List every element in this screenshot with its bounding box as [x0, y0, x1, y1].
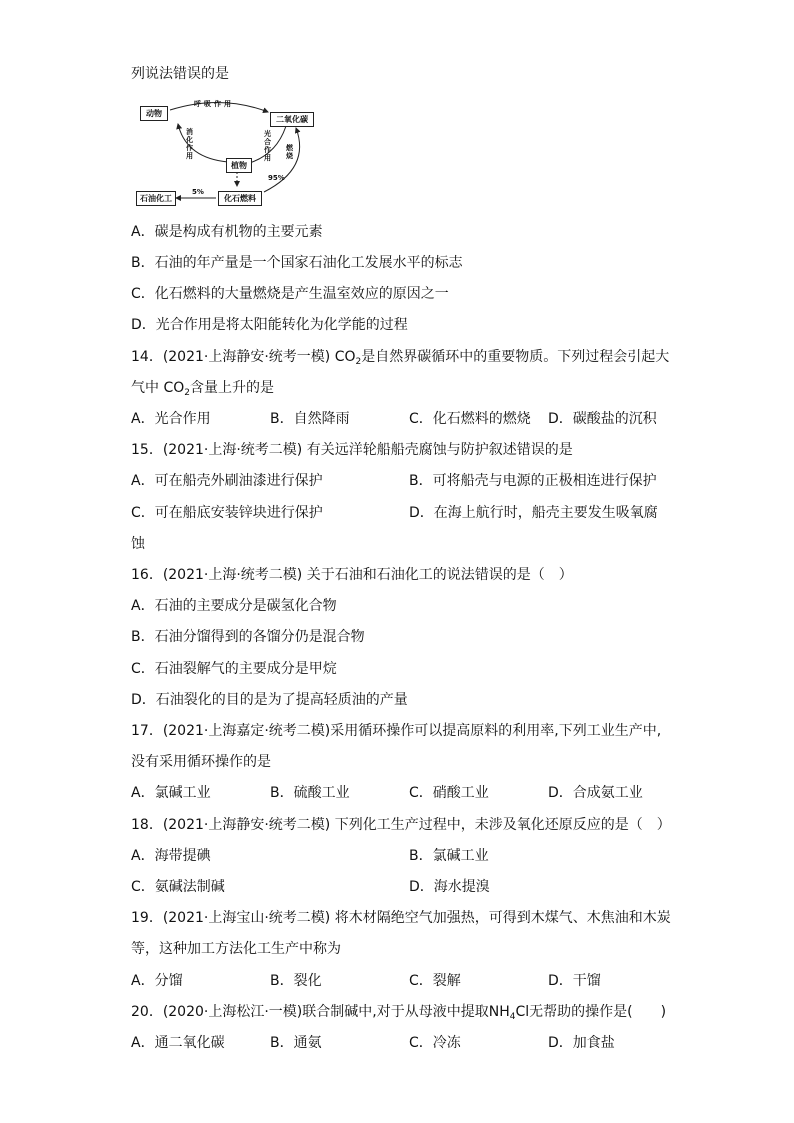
q19-option-d: D．干馏 — [548, 973, 601, 989]
q18-option-a: A．海带提碘 — [131, 848, 211, 864]
q14-option-b: B．自然降雨 — [270, 411, 350, 427]
q18-option-c: C．氨碱法制碱 — [131, 879, 225, 895]
q18-option-b: B．氯碱工业 — [409, 848, 489, 864]
q14-option-c: C．化石燃料的燃烧 — [409, 411, 531, 427]
q17-stem-line1: 17．(2021·上海嘉定·统考二模)采用循环操作可以提高原料的利用率,下列工业生产中, — [131, 723, 662, 739]
node-plant: 植物 — [226, 158, 252, 173]
q13-option-c: C．化石燃料的大量燃烧是产生温室效应的原因之一 — [131, 286, 449, 302]
q13-stem: 列说法错误的是 — [131, 66, 229, 82]
q20-option-c: C．冷冻 — [409, 1035, 461, 1051]
q16-option-a: A．石油的主要成分是碳氢化合物 — [131, 598, 337, 614]
q20-option-b: B．通氨 — [270, 1035, 322, 1051]
q13-option-a: A．碳是构成有机物的主要元素 — [131, 224, 323, 240]
q20-stem: 20．(2020·上海松江·一模)联合制碱中,对于从母液中提取$NH_4Cl$无帮助的操作是( ) — [131, 1004, 667, 1022]
q15-option-d-continued: 蚀 — [131, 536, 145, 552]
q17-option-d: D．合成氨工业 — [548, 785, 643, 801]
label-digestion: 消化作用 — [186, 128, 193, 160]
q17-option-a: A．氯碱工业 — [131, 785, 211, 801]
q15-option-c: C．可在船底安装锌块进行保护 — [131, 505, 323, 521]
label-95pct: 95% — [268, 174, 285, 182]
q17-option-b: B．硫酸工业 — [270, 785, 350, 801]
q15-option-b: B．可将船壳与电源的正极相连进行保护 — [409, 473, 657, 489]
q16-option-b: B．石油分馏得到的各馏分仍是混合物 — [131, 629, 365, 645]
node-co2: 二氧化碳 — [270, 112, 314, 127]
q17-stem-line2: 没有采用循环操作的是 — [131, 754, 271, 770]
label-5pct: 5% — [192, 188, 204, 196]
q20-option-d: D．加食盐 — [548, 1035, 615, 1051]
q19-stem-line2: 等，这种加工方法化工生产中称为 — [131, 941, 341, 957]
q13-option-b: B．石油的年产量是一个国家石油化工发展水平的标志 — [131, 255, 463, 271]
q18-option-d: D．海水提溴 — [409, 879, 490, 895]
label-respiration: 呼吸作用 — [194, 100, 234, 108]
q18-stem: 18．(2021·上海静安·统考二模) 下列化工生产过程中，未涉及氧化还原反应的是（ ） — [131, 817, 671, 833]
q15-stem: 15．(2021·上海·统考二模) 有关远洋轮船船壳腐蚀与防护叙述错误的是 — [131, 442, 573, 458]
q15-option-a: A．可在船壳外刷油漆进行保护 — [131, 473, 323, 489]
label-combustion: 燃烧 — [286, 144, 293, 160]
q19-option-c: C．裂解 — [409, 973, 461, 989]
q16-option-c: C．石油裂解气的主要成分是甲烷 — [131, 661, 337, 677]
q15-option-d: D．在海上航行时，船壳主要发生吸氧腐 — [409, 505, 658, 521]
q16-stem: 16．(2021·上海·统考二模) 关于石油和石油化工的说法错误的是（ ） — [131, 567, 573, 583]
q20-option-a: A．通二氧化碳 — [131, 1035, 225, 1051]
q19-option-b: B．裂化 — [270, 973, 322, 989]
q19-option-a: A．分馏 — [131, 973, 183, 989]
q17-option-c: C．硝酸工业 — [409, 785, 489, 801]
q13-option-d: D．光合作用是将太阳能转化为化学能的过程 — [131, 317, 408, 333]
q14-stem-line2: 气中 $CO_2$含量上升的是 — [131, 380, 274, 398]
q19-stem-line1: 19．(2021·上海宝山·统考二模) 将木材隔绝空气加强热，可得到木煤气、木焦油和木炭 — [131, 910, 671, 926]
q14-option-d: D．碳酸盐的沉积 — [548, 411, 657, 427]
node-fossil: 化石燃料 — [218, 191, 262, 206]
label-photosynthesis: 光合作用 — [264, 130, 271, 162]
carbon-cycle-diagram — [136, 98, 316, 210]
q14-stem-line1: 14．(2021·上海静安·统考一模) $CO_2$是自然界碳循环中的重要物质。下列过程会引起大 — [131, 349, 670, 367]
q14-option-a: A．光合作用 — [131, 411, 211, 427]
node-animal: 动物 — [140, 106, 168, 121]
q16-option-d: D．石油裂化的目的是为了提高轻质油的产量 — [131, 692, 408, 708]
node-petrochem: 石油化工 — [136, 191, 176, 206]
